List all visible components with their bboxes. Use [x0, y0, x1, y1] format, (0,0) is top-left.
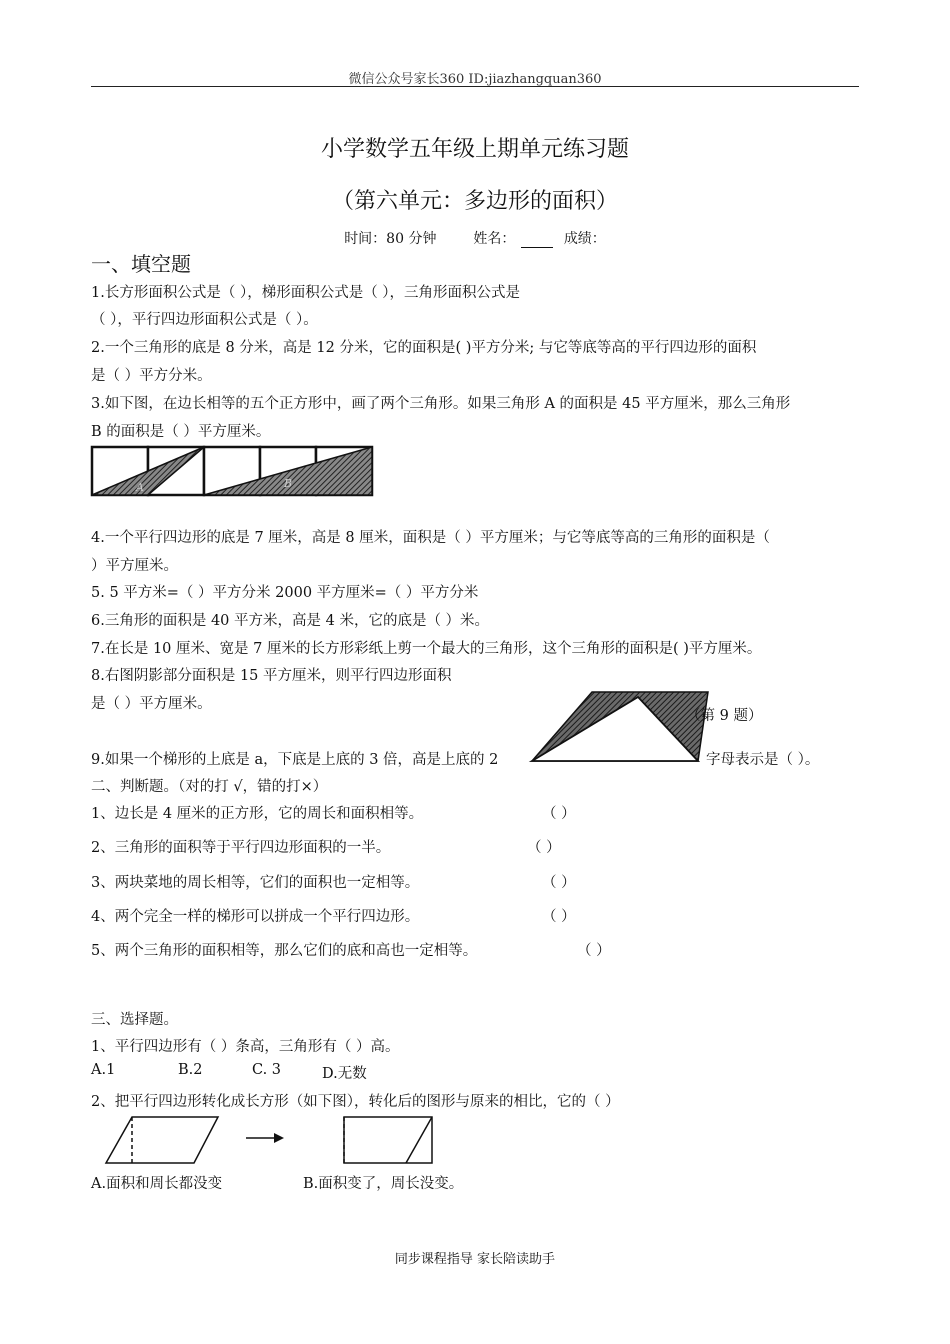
arrow-right-icon: [274, 1133, 284, 1143]
choice-q2: 2、把平行四边形转化成长方形（如下图），转化后的图形与原来的相比，它的（ ）: [91, 1094, 620, 1110]
header-rule: [91, 86, 859, 87]
q9-left: 9.如果一个梯形的上底是 a，下底是上底的 3 倍，高是上底的 2: [91, 752, 499, 768]
section-choice-heading: 三、选择题。: [91, 1012, 178, 1028]
choice-q2-option-a[interactable]: A.面积和周长都没变: [91, 1176, 223, 1192]
q3-line2: B 的面积是（ ）平方厘米。: [91, 424, 271, 440]
page-title: 小学数学五年级上期单元练习题: [320, 137, 629, 162]
q2-line1: 2.一个三角形的底是 8 分米，高是 12 分米，它的面积是( )平方分米; 与它等底等高的平行四边形的面积: [91, 340, 757, 356]
exam-info: [0, 228, 950, 248]
choice-q1-option-b[interactable]: B.2: [178, 1062, 203, 1078]
q2-line2: 是（ ）平方分米。: [91, 368, 212, 384]
judge-answer-5[interactable]: （ ）: [577, 943, 611, 959]
page-header: 微信公众号家长360 ID:jiazhangquan360: [348, 72, 602, 87]
page-subtitle: （第六单元：多边形的面积）: [331, 189, 618, 214]
q3-line1: 3.如下图，在边长相等的五个正方形中，画了两个三角形。如果三角形 A 的面积是 45 平方厘米，那么三角形: [91, 396, 791, 412]
name-label: 姓名：: [473, 231, 516, 247]
name-blank[interactable]: [521, 233, 553, 248]
choice-q1: 1、平行四边形有（ ）条高，三角形有（ ）高。: [91, 1039, 400, 1055]
q8-parallelogram-figure: [528, 690, 712, 764]
judge-item-5: 5、两个三角形的面积相等，那么它们的底和高也一定相等。: [91, 943, 478, 959]
q2-transform-figure: [100, 1114, 440, 1166]
judge-answer-4[interactable]: （ ）: [542, 909, 576, 925]
judge-answer-3[interactable]: （ ）: [542, 875, 576, 891]
choice-q1-option-d[interactable]: D.无数: [322, 1066, 367, 1082]
q7: 7.在长是 10 厘米、宽是 7 厘米的长方形彩纸上剪一个最大的三角形，这个三角形的面积是( )平方厘米。: [91, 641, 762, 657]
section-fill-blank-heading: 一、填空题: [91, 252, 191, 276]
triangle-a-label: A: [136, 481, 144, 494]
q8-line1: 8.右图阴影部分面积是 15 平方厘米，则平行四边形面积: [91, 668, 452, 684]
q4-line1: 4.一个平行四边形的底是 7 厘米，高是 8 厘米，面积是（ ）平方厘米；与它等底等高的三角形的面积是（: [91, 530, 770, 546]
choice-q2-option-b[interactable]: B.面积变了，周长没变。: [303, 1176, 464, 1192]
q6: 6.三角形的面积是 40 平方米，高是 4 米，它的底是（ ）米。: [91, 613, 490, 629]
q1-line1: 1.长方形面积公式是（ ），梯形面积公式是（ ），三角形面积公式是: [91, 285, 521, 301]
judge-item-2: 2、三角形的面积等于平行四边形面积的一半。: [91, 840, 391, 856]
section-judge-heading: 二、判断题。（对的打 √，错的打×）: [91, 779, 328, 795]
judge-answer-1[interactable]: （ ）: [542, 806, 576, 822]
choice-q1-option-c[interactable]: C. 3: [252, 1062, 282, 1078]
q3-squares-figure: [90, 444, 374, 498]
q9-right: 字母表示是（ ）。: [706, 752, 820, 768]
judge-answer-2[interactable]: （ ）: [527, 840, 561, 856]
judge-item-3: 3、两块菜地的周长相等，它们的面积也一定相等。: [91, 875, 420, 891]
judge-item-1: 1、边长是 4 厘米的正方形，它的周长和面积相等。: [91, 806, 424, 822]
judge-item-4: 4、两个完全一样的梯形可以拼成一个平行四边形。: [91, 909, 420, 925]
q4-line2: ）平方厘米。: [91, 558, 178, 574]
rectangle-cut-line: [406, 1117, 432, 1163]
parallelogram: [106, 1117, 218, 1163]
q9-caption: （第 9 题）: [686, 708, 763, 724]
time-label: 时间：80 分钟: [344, 231, 437, 247]
page-footer: 同步课程指导 家长陪读助手: [394, 1252, 556, 1267]
choice-q1-option-a[interactable]: A.1: [91, 1062, 116, 1078]
q8-line2: 是（ ）平方厘米。: [91, 696, 212, 712]
triangle-b-label: B: [284, 477, 293, 490]
q5: 5. 5 平方米=（ ）平方分米 2000 平方厘米=（ ）平方分米: [91, 585, 479, 601]
q1-line2: （ ），平行四边形面积公式是（ ）。: [91, 312, 318, 328]
score-label: 成绩：: [563, 231, 606, 247]
